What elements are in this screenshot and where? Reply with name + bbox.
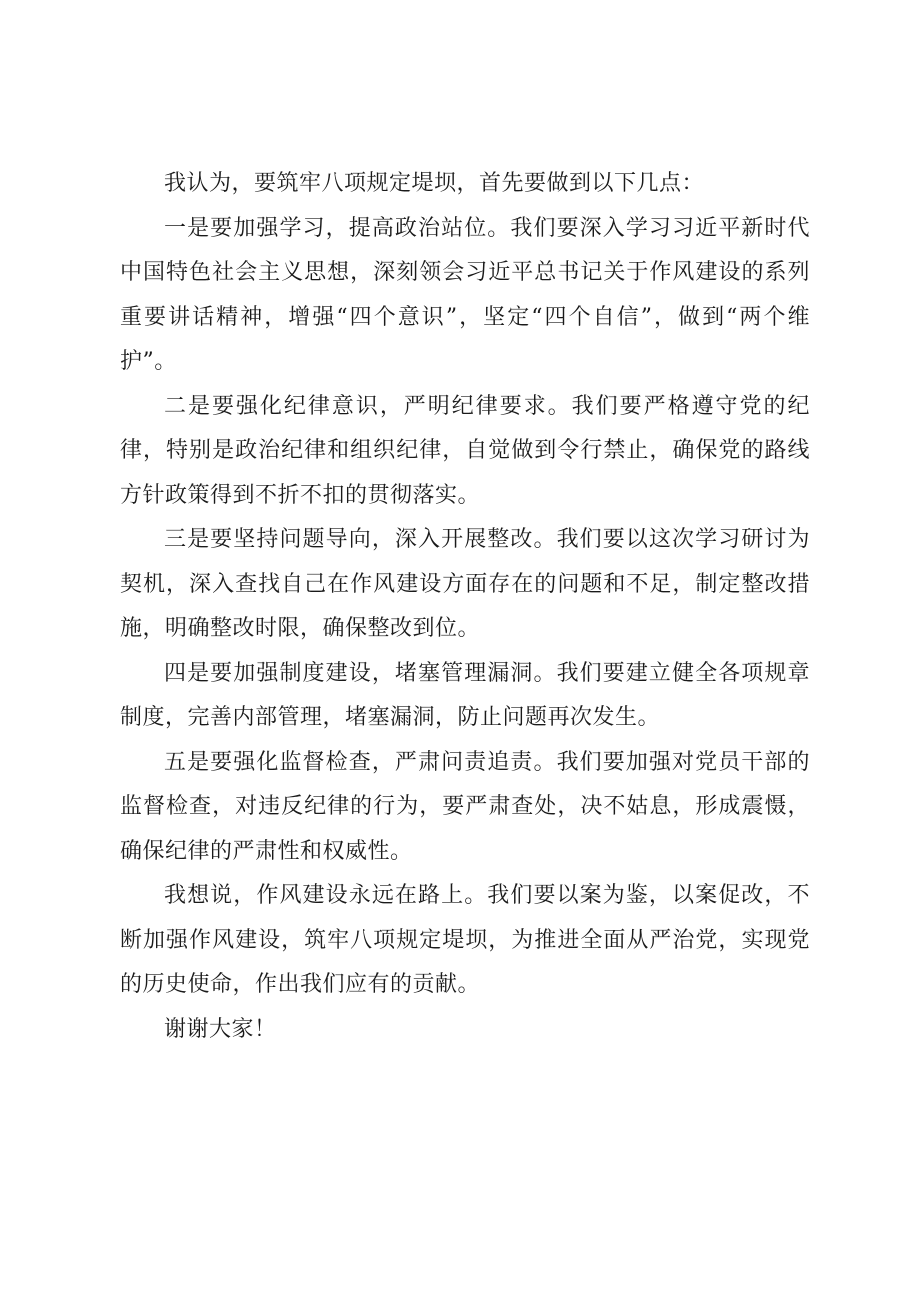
- intro-paragraph: 我认为，要筑牢八项规定堤坝，首先要做到以下几点：: [164, 171, 705, 196]
- point-four-paragraph: 四是要加强制度建设，堵塞管理漏洞。我们要建立健全各项规章制度，完善内部管理，堵塞漏洞，防止问题再次发生。: [120, 660, 810, 730]
- document-body: [120, 162, 810, 1052]
- point-one-paragraph: 一是要加强学习，提高政治站位。我们要深入学习习近平新时代中国特色社会主义思想，深刻领会习近平总书记关于作风建设的系列重要讲话精神，增强“四个意识”，坚定“四个自信”，做到“两个维护”。: [120, 215, 810, 374]
- point-two-paragraph: 二是要强化纪律意识，严明纪律要求。我们要严格遵守党的纪律，特别是政治纪律和组织纪律，自觉做到令行禁止，确保党的路线方针政策得到不折不扣的贯彻落实。: [120, 393, 810, 508]
- point-three-paragraph: 三是要坚持问题导向，深入开展整改。我们要以这次学习研讨为契机，深入查找自己在作风建设方面存在的问题和不足，制定整改措施，明确整改时限，确保整改到位。: [120, 527, 810, 641]
- point-five-paragraph: 五是要强化监督检查，严肃问责追责。我们要加强对党员干部的监督检查，对违反纪律的行为，要严肃查处，决不姑息，形成震慑，确保纪律的严肃性和权威性。: [120, 749, 810, 864]
- thanks-paragraph: 谢谢大家！: [164, 1016, 277, 1042]
- conclusion-paragraph: 我想说，作风建设永远在路上。我们要以案为鉴，以案促改，不断加强作风建设，筑牢八项规定堤坝，为推进全面从严治党，实现党的历史使命，作出我们应有的贡献。: [120, 883, 810, 997]
